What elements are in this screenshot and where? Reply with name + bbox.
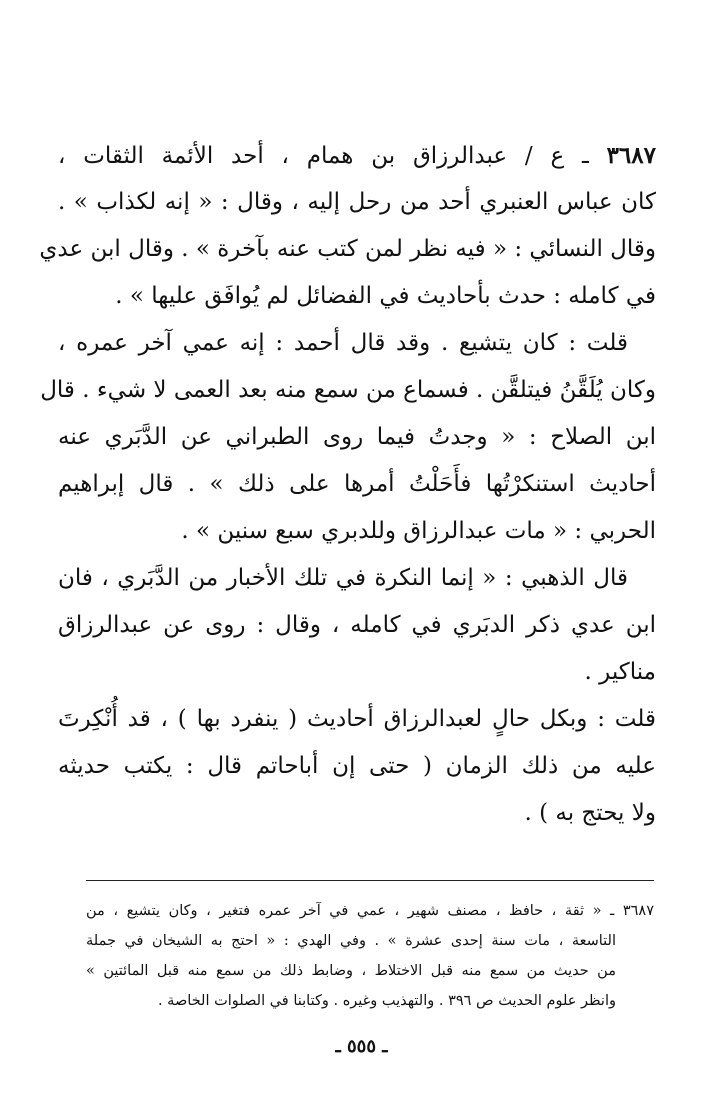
entry-line-12: مناكير .	[584, 659, 656, 685]
entry-line-5: قلت : كان يتشيع . وقد قال أحمد : إنه عمي آخر عمره ،	[58, 330, 628, 356]
footnote-first-line	[86, 896, 654, 926]
footnote-line-4: وانظر علوم الحديث ص ٣٩٦ . والتهذيب وغيره . وكتابنا في الصلوات الخاصة .	[157, 993, 616, 1009]
entry-line-2: كان عباس العنبري أحد من رحل إليه ، وقال : « إنه لكذاب » .	[58, 189, 656, 215]
entry-line-3: وقال النسائي : « فيه نظر لمن كتب عنه بآخرة » . وقال ابن عدي	[39, 236, 656, 262]
footnote-line-2: التاسعة ، مات سنة إحدى عشرة » . وفي الهدي : « احتج به الشيخان في جملة	[86, 933, 616, 949]
entry-body	[39, 132, 656, 837]
entry-line-1: ـ ع / عبدالرزاق بن همام ، أحد الأئمة الثقات ،	[58, 143, 589, 169]
entry-line-13: قلت : وبكل حالٍ لعبدالرزاق أحاديث ( ينفرد بها ) ، قد أُنْكِرتَ	[58, 706, 656, 732]
entry-heading-line	[58, 132, 656, 179]
page-number: ـ ٥٥٥ ـ	[335, 1036, 388, 1057]
footnote-line-3: من حديث من سمع منه قبل الاختلاط ، وضابط ذلك من سمع منه قبل المائتين »	[86, 963, 616, 979]
footnote-number: ٣٦٨٧	[622, 903, 655, 919]
entry-line-8: أحاديث استنكرْتُها فأَحَلْتُ أمرها على ذلك » . قال إبراهيم	[58, 471, 656, 497]
footnote-divider	[86, 880, 654, 881]
entry-line-10: قال الذهبي : « إنما النكرة في تلك الأخبار من الدَّبَري ، فان	[58, 565, 628, 591]
entry-number: ٣٦٨٧	[606, 142, 656, 169]
entry-line-4: في كامله : حدث بأحاديث في الفضائل لم يُوافَق عليها » .	[115, 283, 656, 309]
entry-line-14: عليه من ذلك الزمان ( حتى إن أباحاتم قال : يكتب حديثه	[58, 753, 656, 779]
entry-line-7: ابن الصلاح : « وجدتُ فيما روى الطبراني عن الدَّبَري عنه	[58, 424, 656, 450]
entry-line-15: ولا يحتج به ) .	[524, 800, 656, 826]
footnote-line-1: ـ « ثقة ، حافظ ، مصنف شهير ، عمي في آخر عمره فتغير ، وكان يتشيع ، من	[86, 903, 615, 919]
entry-line-9: الحربي : « مات عبدالرزاق وللدبري سبع سنين » .	[181, 518, 656, 544]
entry-line-11: ابن عدي ذكر الدبَري في كامله ، وقال : روى عن عبدالرزاق	[58, 612, 656, 638]
entry-line-6: وكان يُلَقَّنُ فيتلقَّن . فسماع من سمع منه بعد العمى لا شيء . قال	[40, 377, 656, 403]
footnote	[86, 896, 654, 1016]
